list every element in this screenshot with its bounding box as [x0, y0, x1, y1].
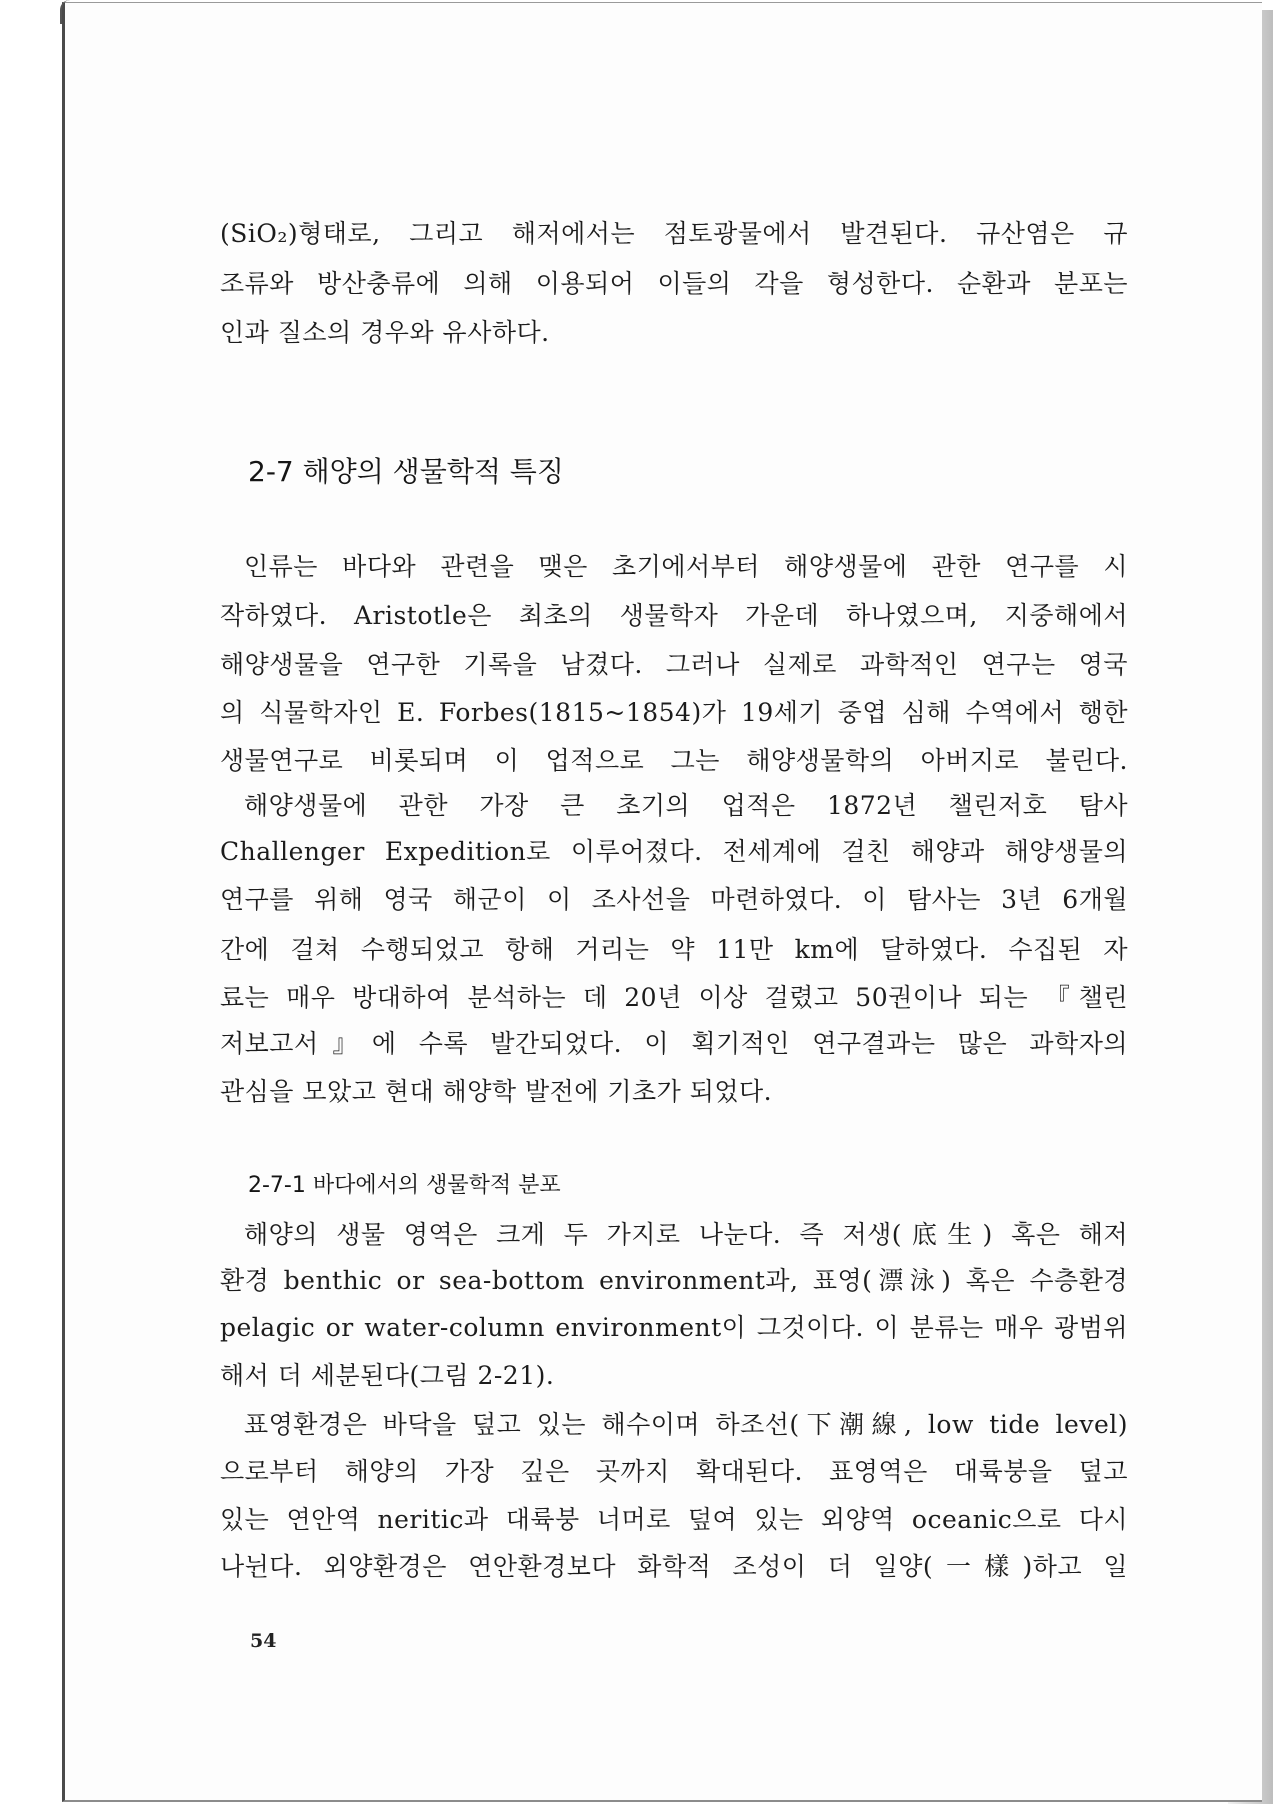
body-line: 인과 질소의 경우와 유사하다. [220, 318, 550, 347]
body-line: 저보고서』에 수록 발간되었다. 이 획기적인 연구결과는 많은 과학자의 [220, 1029, 1128, 1058]
section-heading: 2-7 해양의 생물학적 특징 [248, 455, 564, 488]
body-line: 간에 걸쳐 수행되었고 항해 거리는 약 11만 km에 달하였다. 수집된 자 [220, 935, 1128, 964]
body-line: 해서 더 세분된다(그림 2-21). [220, 1361, 555, 1390]
body-line: Challenger Expedition로 이루어졌다. 전세계에 걸친 해양과 해양생물의 [220, 837, 1128, 866]
page-corner [60, 0, 72, 24]
body-line: pelagic or water-column environment이 그것이다. 이 분류는 매우 광범위 [220, 1313, 1128, 1342]
body-line: 해양생물을 연구한 기록을 남겼다. 그러나 실제로 과학적인 연구는 영국 [220, 650, 1128, 679]
body-line: 으로부터 해양의 가장 깊은 곳까지 확대된다. 표영역은 대륙붕을 덮고 [220, 1457, 1128, 1486]
body-line: 작하였다. Aristotle은 최초의 생물학자 가운데 하나였으며, 지중해에서 [220, 601, 1128, 630]
body-line: 표영환경은 바닥을 덮고 있는 해수이며 하조선(下潮線, low tide level) [244, 1410, 1128, 1439]
body-line: 관심을 모았고 현대 해양학 발전에 기초가 되었다. [220, 1077, 773, 1106]
body-line: 료는 매우 방대하여 분석하는 데 20년 이상 걸렸고 50권이나 되는 『챌린 [220, 983, 1128, 1012]
body-line: 있는 연안역 neritic과 대륙붕 너머로 덮여 있는 외양역 oceanic으로 다시 [220, 1505, 1128, 1534]
body-line: 조류와 방산충류에 의해 이용되어 이들의 각을 형성한다. 순환과 분포는 [220, 269, 1128, 298]
body-line: 의 식물학자인 E. Forbes(1815~1854)가 19세기 중엽 심해 수역에서 행한 [220, 698, 1128, 727]
body-line: 연구를 위해 영국 해군이 이 조사선을 마련하였다. 이 탐사는 3년 6개월 [220, 885, 1128, 914]
subsection-heading: 2-7-1 바다에서의 생물학적 분포 [248, 1173, 561, 1198]
body-line: (SiO₂)형태로, 그리고 해저에서는 점토광물에서 발견된다. 규산염은 규 [220, 219, 1128, 248]
body-line: 나뉜다. 외양환경은 연안환경보다 화학적 조성이 더 일양(一樣)하고 일 [220, 1552, 1128, 1581]
body-line: 생물연구로 비롯되며 이 업적으로 그는 해양생물학의 아버지로 불린다. [220, 746, 1128, 775]
body-line: 해양의 생물 영역은 크게 두 가지로 나눈다. 즉 저생(底生) 혹은 해저 [244, 1220, 1128, 1249]
body-line: 인류는 바다와 관련을 맺은 초기에서부터 해양생물에 관한 연구를 시 [244, 552, 1128, 581]
body-line: 해양생물에 관한 가장 큰 초기의 업적은 1872년 챌린저호 탐사 [244, 791, 1128, 820]
body-line: 환경 benthic or sea-bottom environment과, 표영(漂泳) 혹은 수층환경 [220, 1266, 1128, 1295]
page-number: 54 [250, 1630, 277, 1652]
